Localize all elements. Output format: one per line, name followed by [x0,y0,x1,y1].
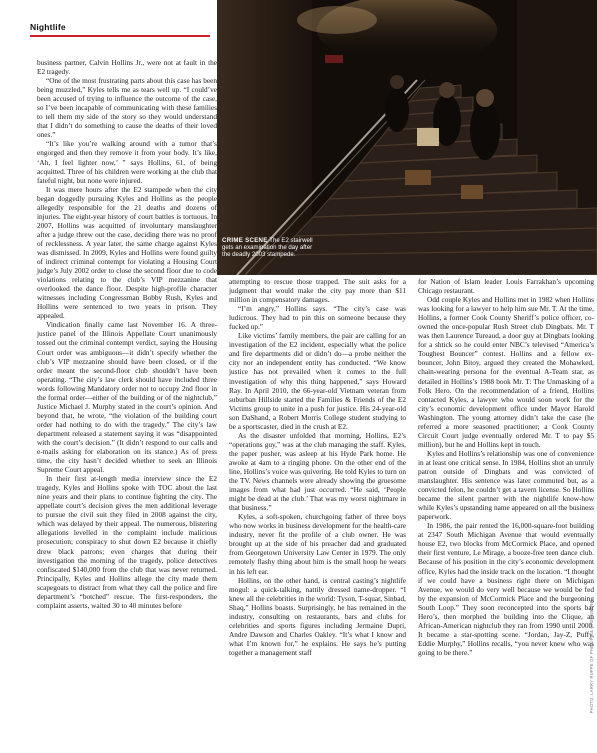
photo-credit: PHOTO: LARRY RUPPE OF PHILLIPS & GREENBERG [589,600,594,714]
paragraph: In their first at-length media interview since the E2 tragedy, Kyles and Hollins spoke with TOC about the last nine years and their plans to continue fighting the city. The appellate court’s decision gives the men additional leverage to pursue the civil suit they filed in 2008 against the city, which was delayed by their appeal. The numerous, blistering allegations levelled in the complaint include malicious prosecution; conspiracy to shut down E2 because it chiefly drew black patrons; even charges that during their investigation the morning of the tragedy, police detectives confiscated $140,000 from the club that was never returned. Principally, Kyles and Hollins allege the city made them scapegoats to distract from what they call the police and fire department’s “botched” rescue. The first-responders, the complaint asserts, waited 30 to 40 minutes before [37,474,217,610]
paragraph: attempting to rescue those trapped. The suit asks for a judgment that would make the city pay more than $11 million in compensatory damages. [229,277,406,305]
paragraph: Kyles and Hollins’s relationship was one of convenience in at least one critical sense. In 1984, Hollins shot an unruly patron outside of Dingbats and was convicted of manslaughter. His sentence was later commuted but, as a convicted felon, he couldn’t get a tavern license. So Hollins became the silent partner with the nightlife know-how while Kyles’s upstanding name appeared on all the business paperwork. [418,448,594,522]
paragraph: Kyles, a soft-spoken, churchgoing father of three boys who now works in business development for the health-care industry, never fit the profile of a club owner. He was brought up at the side of his preacher dad and graduated from Georgetown University Law Center in 1979. The only remotely flashy thing about him is the small hoop he wears in his left ear. [229,512,406,576]
paragraph: “It’s like you’re walking around with a tumor that’s engorged and then they remove it from your body. It’s like, ‘Ah, I feel lighter now,’ ” says Hollins, 61, of being acquitted. Three of his children were working at the club that fateful night, but none were injured. [37,139,217,185]
paragraph: It was mere hours after the E2 stampede when the city began doggedly pursuing Kyles and Hollins as the people allegedly responsible for the 21 deaths and dozens of injuries. The eight-year history of court battles is tortuous. In 2007, Hollins was acquitted of involuntary manslaughter after a judge threw out the case, deciding there was no proof of recklessness. A year later, the same charge against Kyles was dismissed. In 2009, Kyles and Hollins were found guilty of indirect criminal contempt for violating a Housing Court judge’s July 2002 order to close the second floor due to code violations relating to the club’s VIP mezzanine that overlooked the dance floor. Despite high-profile character witnesses including Congressman Bobby Rush, Kyles and Hollins were sentenced to two years in prison. They appealed. [37,184,217,321]
paragraph: Hollins, on the other hand, is central casting’s nightlife mogul: a quick-talking, nattily dressed name-dropper. “I knew all the celebrities in the world: Tyson, T-squar, Sinbad, Shaq,” Hollins boasts. Surprisingly, he has remained in the industry, consulting on restaurants, bars and clubs for celebrities and sports figures including Jermaine Dupri, Andre Dawson and Charles Oakley. “It’s what I know and what I’m known for,” he explains. He says he’s putting together a management staff [229,575,406,657]
article-column-3 [418,277,594,657]
paragraph: for Nation of Islam leader Louis Farrakhan’s upcoming Chicago restaurant. [418,277,594,296]
caption-lead: CRIME SCENE [222,237,268,244]
paragraph: Vindication finally came last November 16. A three-justice panel of the Illinois Appellate Court unanimously tossed out the criminal contempt verdict, saying the Housing Court order was ambiguous—it didn’t specify whether the club’s VIP mezzanine should have been closed, or if the order meant the second-floor club shouldn’t have been operating. “The city’s law clerk should have included three words following Mandatory order not to occupy 2nd floor in the formal order—either of the building or of the nightclub,” Justice Michael J. Murphy stated in the court’s opinion. And beyond that, he wrote, “the violation of the building court order had nothing to do with the tragedy.” The city’s law department released a statement saying it was “disappointed with the court’s decision.” (It didn’t respond to our calls and e-mails asking for elaboration on its stance.) As of press time, the city hasn’t decided whether to seek an Illinois Supreme Court appeal. [37,320,217,475]
stairwell-illustration [217,0,597,275]
paragraph: As the disaster unfolded that morning, Hollins, E2’s “operations guy,” was at the club managing the staff. Kyles, the paper pusher, was asleep at his Hyde Park home. He awoke at 4am to a ringing phone. On the other end of the line, Hollins’s voice was quivering. He told Kyles to turn on the TV. News channels were already showing the gruesome images from what had just occurred. “He said, ‘People might be dead at the club.’ That was my worst nightmare in that business.” [229,430,406,513]
paragraph: In 1986, the pair rented the 16,000-square-foot building at 2347 South Michigan Avenue that would eventually house E2, two blocks from McCormick Place, and opened their first venture, Le Mirage, a booze-free teen dance club. Because of his position in the city’s economic development office, Kyles had the inside track on the location. “I thought if we could have a business right there on Michigan Avenue, we would do very well because we would be fed by the expansion of McCormick Place and the burgeoning South Loop.” They soon reconcepted into the sports bar Hero’s, then morphed the building into the Clique, an African-American nightclub they ran from 1990 until 2000. It became a star-spotting scene. “Jordan, Jay-Z, Puffy, Eddie Murphy,” Hollins recalls, “you never knew who was going to be there.” [418,521,594,657]
article-column-1 [37,58,217,610]
paragraph: Odd couple Kyles and Hollins met in 1982 when Hollins was looking for a lawyer to help him sue Mr. T. At the time, Hollins, a former Cook County Sheriff’s police officer, co-owned the once-popular Rush Street club Dingbats. Mr. T was then Laurence Tureaud, a door guy at Dingbats looking for a shtick so he could enter NBC’s televised “America’s Toughest Bouncer” contest. Hollins and a fellow ex-bouncer, John Bitoy, argued they created the Mohawked, chain-wearing persona for the eventual A-Team star, as detailed in Hollins’s 1988 book Mr. T: The Unmasking of a Folk Hero. On the recommendation of a friend, Hollins contacted Kyles, a lawyer who would soon work for the city’s economic development office under Mayor Harold Washington. The young attorney didn’t take the case (he referred a more seasoned practitioner; a Cook County Circuit Court judge eventually ordered Mr. T to pay $5 million), but he and Hollins kept in touch. [418,295,594,449]
paragraph: Like victims’ family members, the pair are calling for an investigation of the E2 incident, especially what the police and fire departments did or didn’t do—a probe neither the city nor an independent entity has conducted. “We know justice has not prevailed when it comes to the full investigation of why this thing happened,” says Howard Ray. In April 2010, the 66-year-old Vietnam veteran from suburban Hillside started the Families & Friends of the E2 Victims group to unite in a push for justice. His 24-year-old son DaShand, a Robert Morris College student studying to be a sportscaster, died in the crush at E2. [229,331,406,431]
photo-caption [222,237,314,258]
paragraph: “I’m angry,” Hollins says. “The city’s case was ludicrous. They had to pin this on someone because they fucked up.” [229,304,406,332]
article-column-2 [229,277,406,657]
paragraph: “One of the most frustrating parts about this case has been being muzzled,” Kyles tells me as tears well up. “I could’ve been accused of trying to influence the outcome of the case, so I’ve been incapable of communicating with these families to tell them my side of the story so they would understand that I didn’t do something to cause the deaths of their loved ones.” [37,76,217,140]
paragraph: business partner, Calvin Hollins Jr., were not at fault in the E2 tragedy. [37,58,217,77]
caption-text: The E2 stairwell gets an examination the day after the deadly 2003 stampede. [222,237,313,258]
section-rule [30,35,210,37]
stairwell-photo [217,0,597,275]
section-label: Nightlife [30,22,66,32]
